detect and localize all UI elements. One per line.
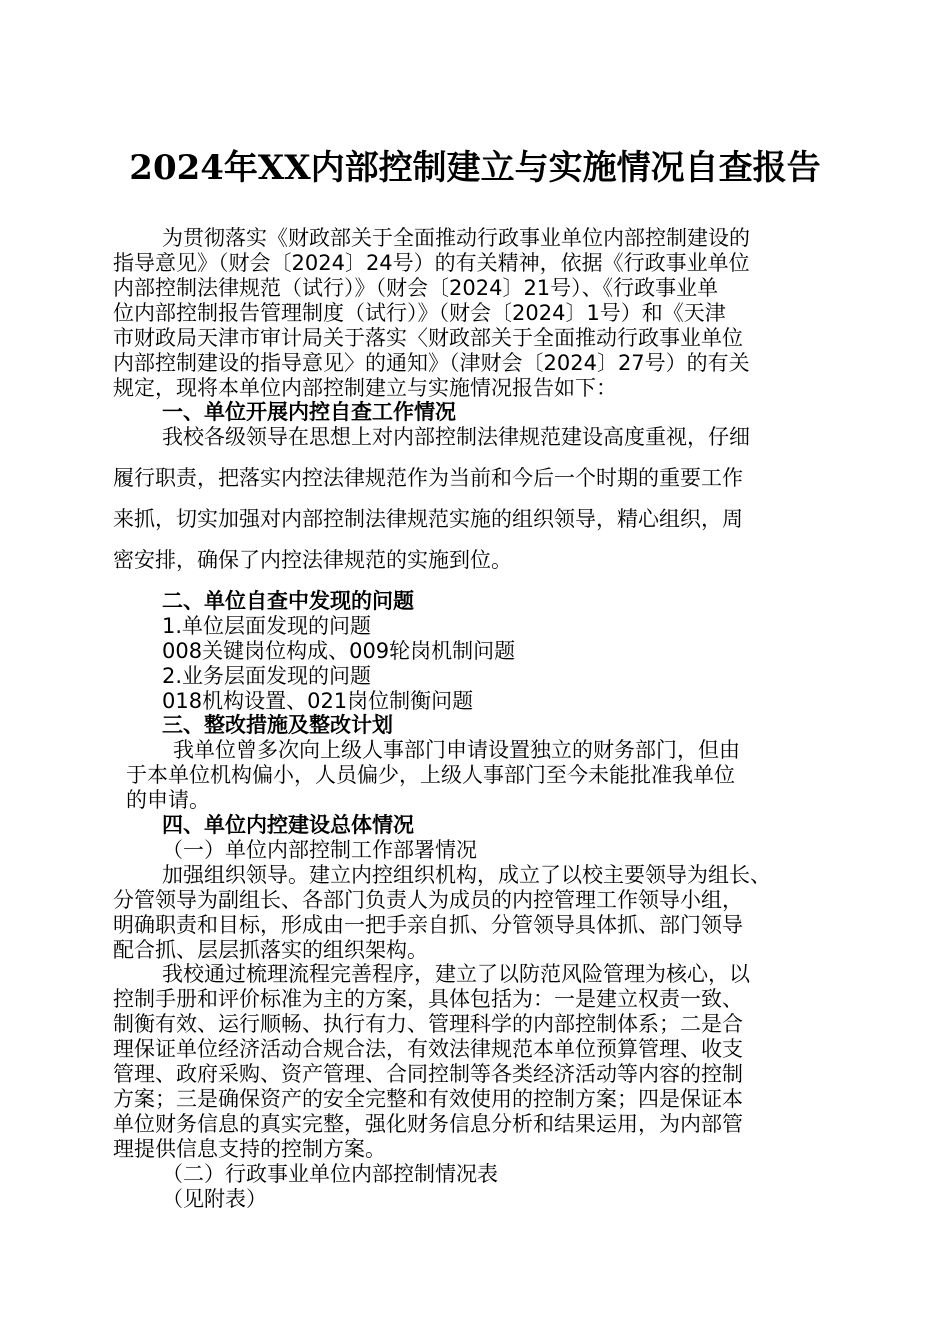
section-4-p2-line-7: 单位财务信息的真实完整，强化财务信息分析和结果运用，为内部管	[113, 1112, 743, 1136]
section-3-line-1: 我单位曾多次向上级人事部门申请设置独立的财务部门，但由	[173, 738, 740, 762]
section-1-line-4: 密安排，确保了内控法律规范的实施到位。	[113, 548, 512, 572]
section-2-item-1: 1.单位层面发现的问题	[162, 614, 372, 638]
section-4-p2-line-2: 控制手册和评价标准为主的方案，具体包括为：一是建立权责一致、	[113, 987, 743, 1011]
intro-line-3: 内部控制法律规范（试行）》（财会〔2024〕21号）、《行政事业单	[113, 276, 719, 300]
section-4-subheading-1: （一）单位内部控制工作部署情况	[162, 838, 477, 862]
section-4-subheading-2: （二）行政事业单位内部控制情况表	[162, 1162, 498, 1186]
section-4-p2-line-8: 理提供信息支持的控制方案。	[113, 1137, 386, 1161]
section-2-item-3: 2.业务层面发现的问题	[162, 664, 372, 688]
section-4-p1-line-4: 配合抓、层层抓落实的组织架构。	[113, 938, 428, 962]
intro-line-1: 为贯彻落实《财政部关于全面推动行政事业单位内部控制建设的	[162, 226, 750, 250]
section-4-p2-line-3: 制衡有效、运行顺畅、执行有力、管理科学的内部控制体系；二是合	[113, 1012, 743, 1036]
section-4-p2-line-1: 我校通过梳理流程完善程序，建立了以防范风险管理为核心，以	[162, 962, 750, 986]
intro-line-7: 规定，现将本单位内部控制建立与实施情况报告如下：	[113, 376, 617, 400]
section-4-p2-line-6: 方案；三是确保资产的安全完整和有效使用的控制方案；四是保证本	[113, 1087, 743, 1111]
section-2-item-2: 008关键岗位构成、009轮岗机制问题	[162, 639, 516, 663]
intro-line-5: 市财政局天津市审计局关于落实〈财政部关于全面推动行政事业单位	[113, 326, 743, 350]
section-2-item-4: 018机构设置、021岗位制衡问题	[162, 689, 474, 713]
section-4-p1-line-3: 明确职责和目标，形成由一把手亲自抓、分管领导具体抓、部门领导	[113, 913, 743, 937]
section-1-heading: 一、单位开展内控自查工作情况	[162, 400, 456, 424]
section-4-p2-line-4: 理保证单位经济活动合规合法，有效法律规范本单位预算管理、收支	[113, 1037, 743, 1061]
section-4-attachment-note: （见附表）	[162, 1187, 267, 1211]
section-4-p1-line-2: 分管领导为副组长、各部门负责人为成员的内控管理工作领导小组，	[113, 888, 743, 912]
section-4-p2-line-5: 管理、政府采购、资产管理、合同控制等各类经济活动等内容的控制	[113, 1062, 743, 1086]
intro-line-4: 位内部控制报告管理制度（试行）》（财会〔2024〕1号）和《天津	[113, 301, 726, 325]
section-4-heading: 四、单位内控建设总体情况	[162, 813, 414, 837]
section-1-line-1: 我校各级领导在思想上对内部控制法律规范建设高度重视，仔细	[162, 425, 750, 449]
intro-line-6: 内部控制建设的指导意见〉的通知》（津财会〔2024〕27号）的有关	[113, 351, 750, 375]
section-1-line-2: 履行职责，把落实内控法律规范作为当前和今后一个时期的重要工作	[113, 466, 743, 490]
intro-line-2: 指导意见》（财会〔2024〕24号）的有关精神，依据《行政事业单位	[113, 251, 750, 275]
section-4-p1-line-1: 加强组织领导。建立内控组织机构，成立了以校主要领导为组长、	[162, 863, 771, 887]
section-3-line-3: 的申请。	[126, 788, 210, 812]
section-3-heading: 三、整改措施及整改计划	[162, 713, 393, 737]
section-1-line-3: 来抓，切实加强对内部控制法律规范实施的组织领导，精心组织，周	[113, 507, 743, 531]
section-3-line-2: 于本单位机构偏小，人员偏少，上级人事部门至今未能批准我单位	[126, 763, 735, 787]
document-title: 2024年XX内部控制建立与实施情况自查报告	[129, 148, 821, 188]
section-2-heading: 二、单位自查中发现的问题	[162, 589, 414, 613]
